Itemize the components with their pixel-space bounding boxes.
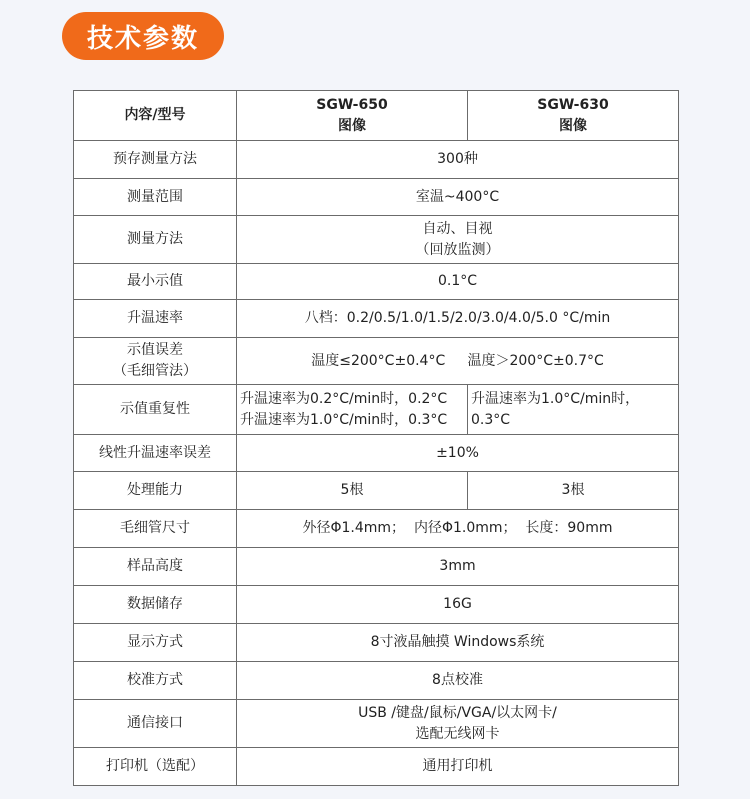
row-value: 室温~400°C — [237, 179, 679, 216]
row-label: 毛细管尺寸 — [74, 510, 237, 548]
row-value: ±10% — [237, 435, 679, 472]
table-row — [74, 624, 679, 662]
row-value: 300种 — [237, 141, 679, 179]
table-row — [74, 662, 679, 700]
spec-table — [73, 90, 679, 786]
label-line: 示值误差 — [127, 342, 183, 358]
row-label: 最小示值 — [74, 264, 237, 300]
model-sub: 图像 — [338, 117, 366, 134]
value-line: USB /键盘/鼠标/VGA/以太网卡/ — [358, 704, 557, 721]
row-value: 8寸液晶触摸 Windows系统 — [237, 624, 679, 662]
value-line: 自动、目视 — [422, 220, 493, 237]
model-name: SGW-630 — [537, 96, 609, 113]
row-label: 示值重复性 — [74, 385, 237, 435]
value-line: 升温速率为1.0°C/min时，0.3°C — [240, 411, 448, 428]
row-label: 打印机（选配） — [74, 748, 237, 786]
header-label: 内容/型号 — [74, 91, 237, 141]
row-label: 升温速率 — [74, 300, 237, 338]
table-row — [74, 548, 679, 586]
row-value: 温度≤200°C±0.4°C 温度＞200°C±0.7°C — [237, 338, 679, 385]
row-label — [74, 338, 237, 385]
row-label: 校准方式 — [74, 662, 237, 700]
model-sub: 图像 — [559, 117, 587, 134]
table-row — [74, 179, 679, 216]
row-label: 线性升温速率误差 — [74, 435, 237, 472]
label-line: （毛细管法） — [113, 363, 197, 379]
table-row — [74, 141, 679, 179]
row-label: 样品高度 — [74, 548, 237, 586]
row-value: 3mm — [237, 548, 679, 586]
row-value: 0.1°C — [237, 264, 679, 300]
table-row — [74, 300, 679, 338]
model-name: SGW-650 — [316, 96, 388, 113]
row-label: 处理能力 — [74, 472, 237, 510]
row-label: 预存测量方法 — [74, 141, 237, 179]
row-label: 通信接口 — [74, 700, 237, 748]
table-row — [74, 472, 679, 510]
row-value: 外径Φ1.4mm； 内径Φ1.0mm； 长度：90mm — [237, 510, 679, 548]
row-value-sgw650 — [237, 385, 468, 435]
table-row — [74, 748, 679, 786]
table-row — [74, 338, 679, 385]
header-model-sgw630 — [468, 91, 679, 141]
row-label: 测量范围 — [74, 179, 237, 216]
row-value: 16G — [237, 586, 679, 624]
table-header-row — [74, 91, 679, 141]
value-line: 升温速率为0.2°C/min时，0.2°C — [240, 390, 448, 407]
table-row — [74, 216, 679, 264]
row-value-sgw650: 5根 — [237, 472, 468, 510]
row-value: 8点校准 — [237, 662, 679, 700]
table-row — [74, 264, 679, 300]
value-line: （回放监测） — [415, 241, 500, 258]
row-label: 数据储存 — [74, 586, 237, 624]
row-value — [237, 216, 679, 264]
value-line: 选配无线网卡 — [415, 725, 500, 742]
table-row — [74, 385, 679, 435]
row-value-sgw630 — [468, 385, 679, 435]
table-row — [74, 510, 679, 548]
section-title: 技术参数 — [62, 12, 224, 60]
row-value: 通用打印机 — [237, 748, 679, 786]
header-model-sgw650 — [237, 91, 468, 141]
table-row — [74, 700, 679, 748]
row-value: 八档：0.2/0.5/1.0/1.5/2.0/3.0/4.0/5.0 °C/min — [237, 300, 679, 338]
row-label: 测量方法 — [74, 216, 237, 264]
row-value-sgw630: 3根 — [468, 472, 679, 510]
row-value — [237, 700, 679, 748]
value-line: 0.3°C — [471, 411, 511, 428]
value-line: 升温速率为1.0°C/min时， — [471, 390, 640, 407]
table-row — [74, 435, 679, 472]
table-row — [74, 586, 679, 624]
row-label: 显示方式 — [74, 624, 237, 662]
